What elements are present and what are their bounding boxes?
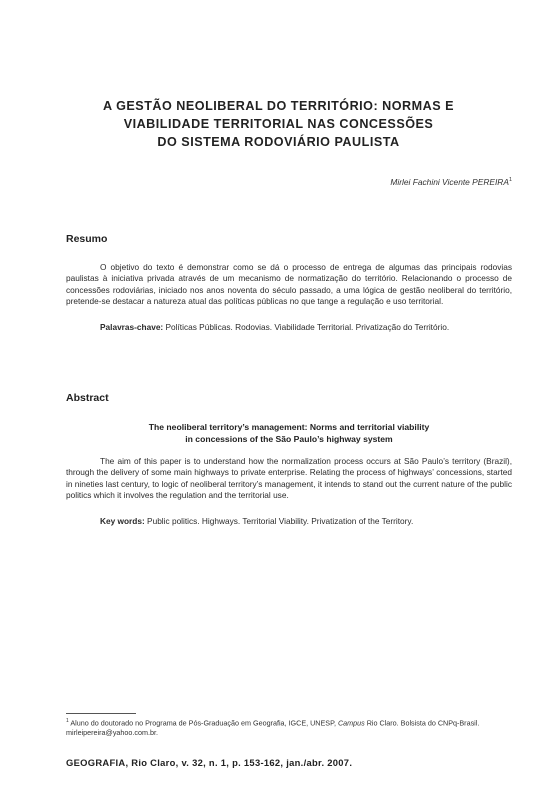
- resumo-heading: Resumo: [66, 233, 108, 245]
- abstract-title-line-1: The neoliberal territory’s management: Norms and territorial viability: [148, 422, 430, 432]
- title-line-3: DO SISTEMA RODOVIÁRIO PAULISTA: [157, 135, 400, 149]
- abstract-title-line-2: in concessions of the São Paulo’s highway system: [185, 433, 393, 444]
- footnote-text-1: Aluno do doutorado no Programa de Pós-Graduação em Geografia, IGCE, UNESP,: [70, 718, 336, 728]
- abstract-keywords-label: Key words:: [100, 516, 145, 526]
- footnote-text-2: Rio Claro. Bolsista do CNPq-Brasil. mirleipereira@yahoo.com.br.: [66, 718, 480, 738]
- resumo-body: [66, 262, 512, 308]
- footnote-italic: Campus: [337, 718, 365, 728]
- abstract-keywords: [66, 516, 512, 527]
- title-line-1: A GESTÃO NEOLIBERAL DO TERRITÓRIO: NORMAS E: [102, 99, 455, 113]
- resumo-keywords-label: Palavras-chave:: [100, 322, 164, 332]
- title-line-2: VIABILIDADE TERRITORIAL NAS CONCESSÕES: [123, 117, 434, 131]
- abstract-text: The aim of this paper is to understand how the normalization process occurs at São Paulo’s territory (Brazil), through the delivery of some main highways to private enterprise. Relating the process of highways’ concessions, started in nineties last century, to logic of neoliberal territory’s management, it intends to stand out the current nature of the public politics which it involves the regulation and the territorial use.: [66, 456, 512, 501]
- resumo-keywords-text: Políticas Públicas. Rodovias. Viabilidade Territorial. Privatização do Território.: [165, 322, 450, 332]
- author-name: Mirlei Fachini Vicente PEREIRA: [390, 177, 509, 187]
- abstract-keywords-text: Public politics. Highways. Territorial Viability. Privatization of the Territory.: [147, 516, 414, 526]
- footnote-mark: 1: [66, 718, 69, 724]
- journal-reference: GEOGRAFIA, Rio Claro, v. 32, n. 1, p. 153-162, jan./abr. 2007.: [66, 757, 353, 768]
- footnote: [66, 716, 512, 738]
- paper-title: [60, 97, 497, 151]
- footnote-divider: [66, 713, 136, 714]
- author-footnote-mark: 1: [508, 177, 512, 184]
- author-line: [390, 177, 512, 187]
- abstract-body: [66, 456, 512, 502]
- abstract-title: [66, 422, 512, 445]
- resumo-keywords: [66, 322, 512, 333]
- resumo-text: O objetivo do texto é demonstrar como se dá o processo de entrega de algumas das principais rodovias paulistas à iniciativa privada através de um mecanismo de normatização do território. Relacionando o processo de concessões rodoviárias, iniciado nos anos noventa do século passado, a uma lógica de gestão neoliberal do território, pretende-se destacar a natureza atual das políticas públicas no que tange a regulação e uso territorial.: [66, 262, 512, 307]
- abstract-heading: Abstract: [66, 392, 109, 404]
